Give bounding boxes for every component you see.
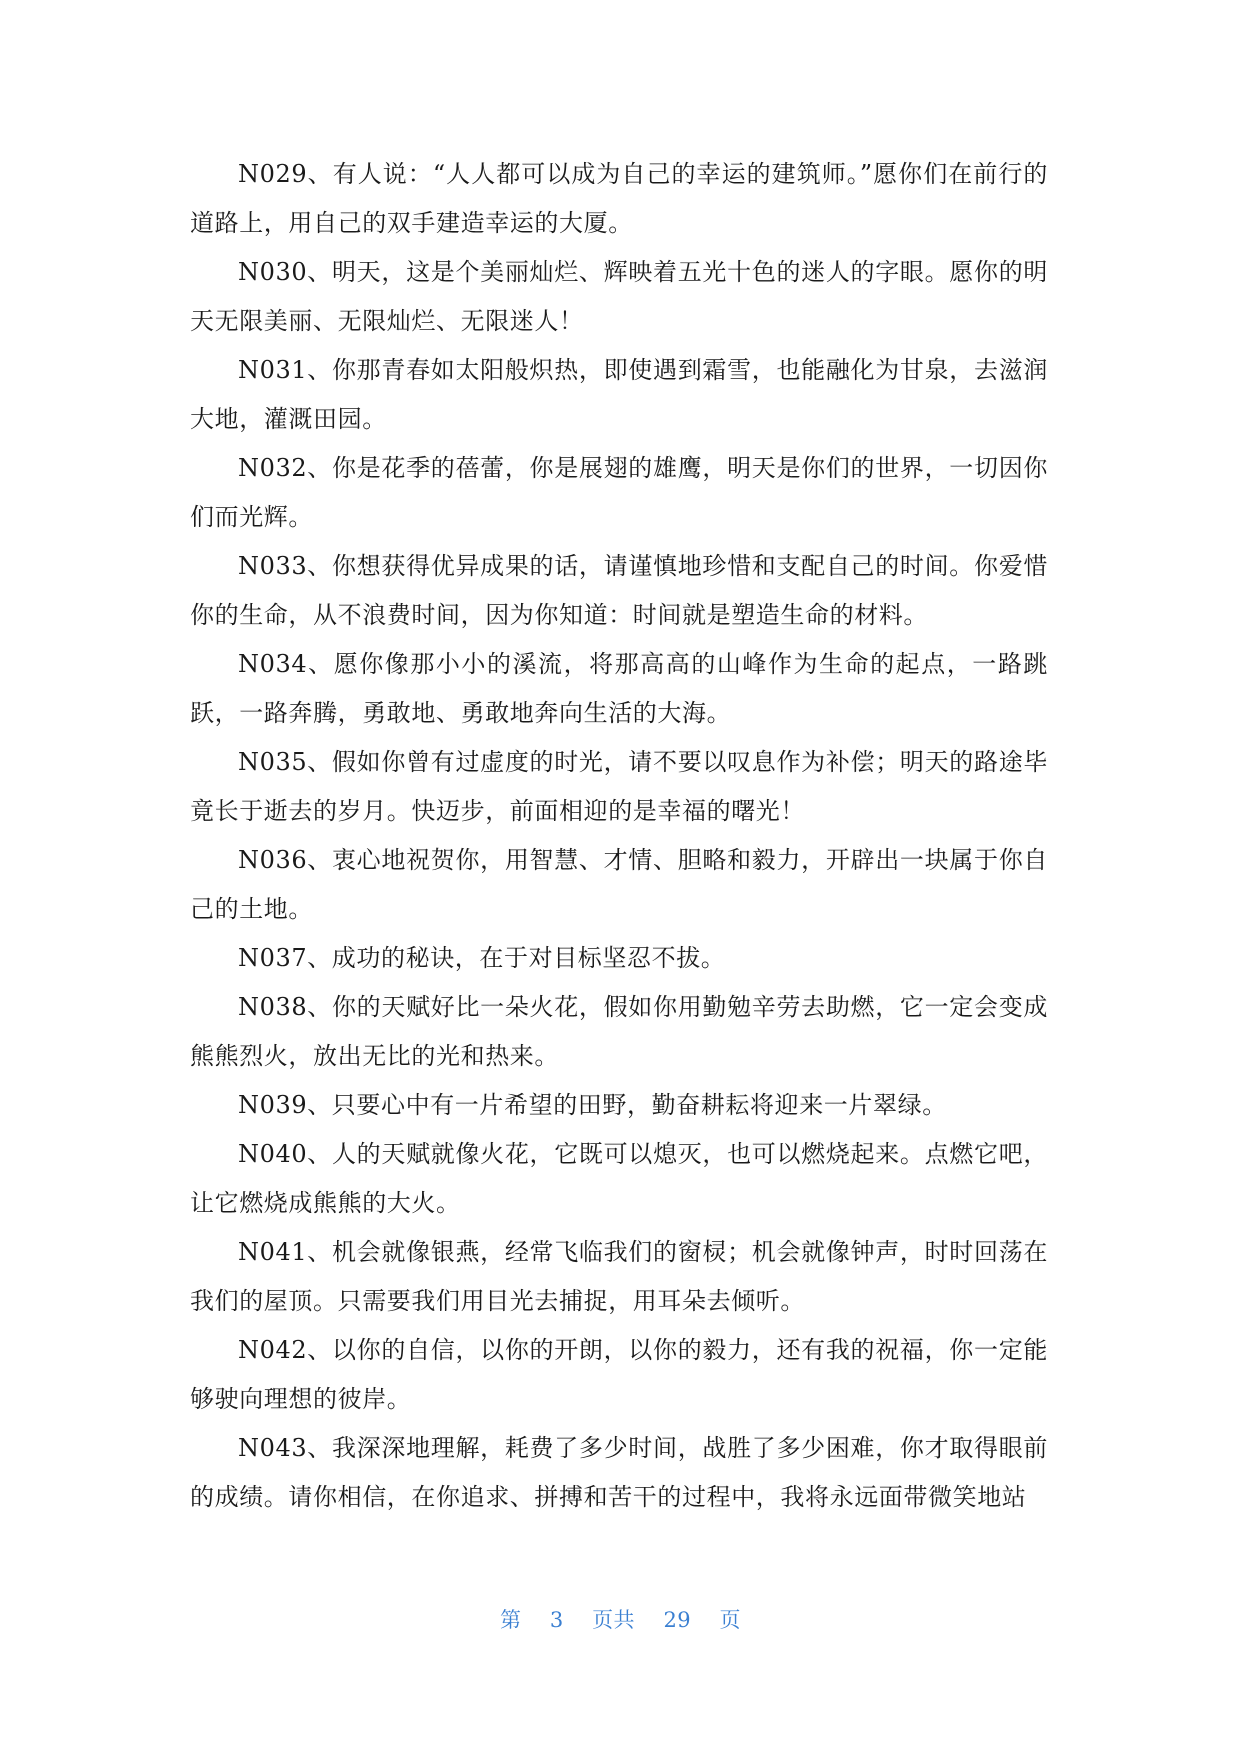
paragraph: N030、明天，这是个美丽灿烂、辉映着五光十色的迷人的字眼。愿你的明天无限美丽、无限灿烂、无限迷人！ xyxy=(190,258,1048,335)
paragraph: N036、衷心地祝贺你，用智慧、才情、胆略和毅力，开辟出一块属于你自己的土地。 xyxy=(190,846,1048,923)
paragraph: N043、我深深地理解，耗费了多少时间，战胜了多少困难，你才取得眼前的成绩。请你相信，在你追求、拼搏和苦干的过程中，我将永远面带微笑地站 xyxy=(190,1434,1048,1511)
paragraph: N034、愿你像那小小的溪流，将那高高的山峰作为生命的起点，一路跳跃，一路奔腾，勇敢地、勇敢地奔向生活的大海。 xyxy=(190,650,1048,727)
footer-prefix: 第 xyxy=(499,1608,522,1632)
paragraph: N042、以你的自信，以你的开朗，以你的毅力，还有我的祝福，你一定能够驶向理想的彼岸。 xyxy=(190,1336,1048,1413)
paragraph: N035、假如你曾有过虚度的时光，请不要以叹息作为补偿；明天的路途毕竟长于逝去的岁月。快迈步，前面相迎的是幸福的曙光！ xyxy=(190,748,1048,825)
total-pages-number: 29 xyxy=(663,1608,692,1632)
paragraph: N033、你想获得优异成果的话，请谨慎地珍惜和支配自己的时间。你爱惜你的生命，从不浪费时间，因为你知道：时间就是塑造生命的材料。 xyxy=(190,552,1048,629)
paragraph: N039、只要心中有一片希望的田野，勤奋耕耘将迎来一片翠绿。 xyxy=(238,1091,947,1119)
paragraph: N029、有人说：“人人都可以成为自己的幸运的建筑师。”愿你们在前行的道路上，用自己的双手建造幸运的大厦。 xyxy=(190,160,1048,237)
current-page-number: 3 xyxy=(549,1608,564,1632)
footer-suffix: 页 xyxy=(719,1608,742,1632)
paragraph: N040、人的天赋就像火花，它既可以熄灭，也可以燃烧起来。点燃它吧，让它燃烧成熊熊的大火。 xyxy=(190,1140,1048,1217)
paragraph: N037、成功的秘诀，在于对目标坚忍不拔。 xyxy=(238,944,726,972)
paragraph: N032、你是花季的蓓蕾，你是展翅的雄鹰，明天是你们的世界，一切因你们而光辉。 xyxy=(190,454,1048,531)
page-number-footer xyxy=(0,1604,1241,1634)
document-body xyxy=(190,150,1048,1522)
footer-middle: 页共 xyxy=(592,1608,636,1632)
paragraph: N031、你那青春如太阳般炽热，即使遇到霜雪，也能融化为甘泉，去滋润大地，灌溉田园。 xyxy=(190,356,1048,433)
paragraph: N038、你的天赋好比一朵火花，假如你用勤勉辛劳去助燃，它一定会变成熊熊烈火，放出无比的光和热来。 xyxy=(190,993,1048,1070)
paragraph: N041、机会就像银燕，经常飞临我们的窗棂；机会就像钟声，时时回荡在我们的屋顶。只需要我们用目光去捕捉，用耳朵去倾听。 xyxy=(190,1238,1048,1315)
